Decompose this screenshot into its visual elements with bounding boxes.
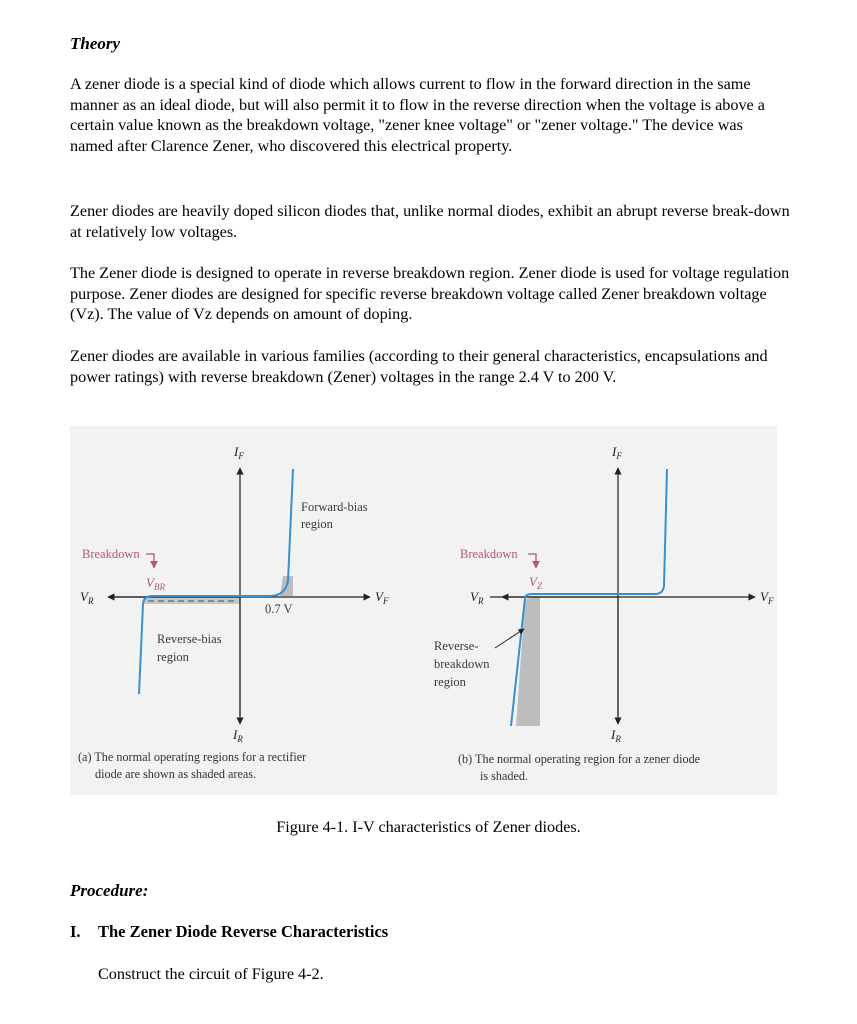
reverse-breakdown-label-line1: Reverse- [434, 639, 479, 653]
section-number: I. [70, 922, 81, 941]
reverse-breakdown-label-line3: region [434, 675, 466, 689]
paragraph-families: Zener diodes are available in various families (according to their general characteristics, encapsulations and power ratings) with reverse breakdown (Zener) voltages in the range 2.4 V to 200 V. [70, 347, 768, 386]
breakdown-label-b: Breakdown [460, 547, 518, 561]
instruction-text: Construct the circuit of Figure 4-2. [98, 965, 324, 983]
iv-characteristics-diagram [70, 426, 777, 795]
section-heading [70, 922, 388, 942]
forward-bias-label-line2: region [301, 517, 333, 531]
panel-b-zener [434, 444, 774, 783]
panel-b-caption-line1: (b) The normal operating region for a zener diode [458, 752, 701, 766]
reverse-bias-label-line2: region [157, 650, 189, 664]
panel-b-caption-line2: is shaded. [480, 769, 529, 783]
procedure-heading: Procedure: [70, 881, 149, 900]
axis-label-ir-a: $I_R$ [233, 727, 243, 744]
paragraph-intro: A zener diode is a special kind of diode which allows current to flow in the forward direction in the same manner as an ideal diode, but will also permit it to flow in the reverse direction when the voltage is above a certain value known as the breakdown voltage, "zener knee voltage" or "zener voltage." The device was named after Clarence Zener, who discovered this electrical property. [70, 75, 765, 155]
breakdown-arrow-a [146, 554, 154, 568]
zener-breakdown-shaded-area [516, 597, 540, 726]
breakdown-arrow-b [528, 554, 536, 568]
paragraph-design: The Zener diode is designed to operate in reverse breakdown region. Zener diode is used for voltage regulation purpose. Zener diodes are designed for specific reverse breakdown voltage called Zener breakdown voltage (Vz). The value of Vz depends on amount of doping. [70, 264, 790, 323]
axis-label-if-a: $I_F$ [234, 444, 244, 461]
figure-caption: Figure 4-1. I-V characteristics of Zener diodes. [276, 818, 581, 836]
axis-label-vr-a: $V_R$ [80, 589, 94, 606]
panel-a-rectifier [78, 444, 389, 781]
panel-a-caption-line1: (a) The normal operating regions for a rectifier [78, 750, 307, 764]
axis-label-ir-b: $I_R$ [611, 727, 621, 744]
panel-a-caption-line2: diode are shown as shaded areas. [95, 767, 257, 781]
breakdown-label-a: Breakdown [82, 547, 140, 561]
reverse-breakdown-label-line2: breakdown [434, 657, 490, 671]
vbr-label: $V_{BR}$ [146, 575, 165, 592]
axis-label-vf-b: $V_F$ [760, 589, 774, 606]
section-title: The Zener Diode Reverse Characteristics [98, 922, 389, 941]
iv-characteristics-figure [70, 426, 777, 795]
axis-label-vf-a: $V_F$ [375, 589, 389, 606]
vz-label: $V_Z$ [529, 574, 542, 591]
axis-label-vr-b: $V_R$ [470, 589, 484, 606]
knee-voltage-label: 0.7 V [265, 602, 293, 616]
axis-label-if-b: $I_F$ [612, 444, 622, 461]
forward-bias-label-line1: Forward-bias [301, 500, 368, 514]
paragraph-doping: Zener diodes are heavily doped silicon diodes that, unlike normal diodes, exhibit an abrupt reverse break-down at relatively low voltages. [70, 202, 790, 241]
theory-heading: Theory [70, 34, 121, 53]
reverse-bias-label-line1: Reverse-bias [157, 632, 222, 646]
